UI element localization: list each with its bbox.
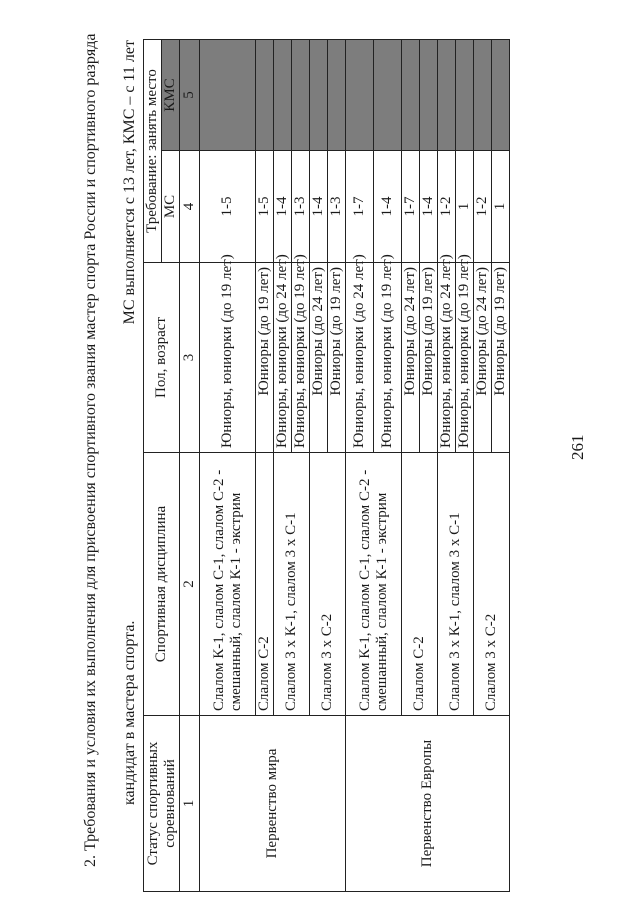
gender-age-cell: Юниоры, юниорки (до 24 лет): [274, 263, 292, 453]
header-ms: МС: [162, 151, 180, 263]
status-cell: Первенство мира: [200, 716, 346, 892]
ms-cell: 1: [492, 151, 510, 263]
ms-cell: 1: [456, 151, 474, 263]
column-number: 1: [180, 716, 200, 892]
table-row: [200, 40, 256, 892]
ms-cell: 1-3: [292, 151, 310, 263]
gender-age-cell: Юниоры (до 19 лет): [256, 263, 274, 453]
kms-cell: [274, 40, 292, 151]
kms-cell: [438, 40, 456, 151]
gender-age-cell: Юниоры (до 24 лет): [474, 263, 492, 453]
table-row: [346, 40, 374, 892]
gender-age-cell: Юниоры, юниорки (до 19 лет): [374, 263, 402, 453]
column-number: 4: [180, 151, 200, 263]
discipline-cell: Слалом 3 х К-1, слалом 3 х С-1: [438, 453, 474, 716]
gender-age-cell: Юниоры, юниорки (до 19 лет): [292, 263, 310, 453]
ms-cell: 1-4: [274, 151, 292, 263]
discipline-cell: Слалом К-1, слалом С-1, слалом С-2 - смешанный, слалом К-1 - экстрим: [346, 453, 402, 716]
ms-cell: 1-7: [346, 151, 374, 263]
kms-cell: [420, 40, 438, 151]
kms-cell: [492, 40, 510, 151]
gender-age-cell: Юниоры, юниорки (до 24 лет): [346, 263, 374, 453]
discipline-cell: Слалом 3 х К-1, слалом 3 х С-1: [274, 453, 310, 716]
kms-cell: [200, 40, 256, 151]
page-number: 261: [568, 434, 587, 460]
ms-cell: 1-4: [310, 151, 328, 263]
discipline-cell: Слалом К-1, слалом С-1, слалом С-2 - смешанный, слалом К-1 - экстрим: [200, 453, 256, 716]
discipline-cell: Слалом С-2: [402, 453, 438, 716]
section-subheading: кандидат в мастера спорта.: [121, 620, 138, 805]
kms-cell: [328, 40, 346, 151]
kms-cell: [256, 40, 274, 151]
ms-cell: 1-5: [200, 151, 256, 263]
status-cell: Первенство Европы: [346, 716, 510, 892]
kms-cell: [346, 40, 374, 151]
discipline-cell: Слалом С-2: [256, 453, 274, 716]
section-heading: 2. Требования и условия их выполнения для присвоения спортивного звания мастер спорта России и спортивного разряда: [82, 33, 99, 867]
kms-cell: [474, 40, 492, 151]
ms-cell: 1-4: [420, 151, 438, 263]
kms-cell: [310, 40, 328, 151]
kms-cell: [292, 40, 310, 151]
requirements-table: [143, 39, 510, 892]
header-discipline: Спортивная дисциплина: [144, 453, 180, 716]
ms-cell: 1-7: [402, 151, 420, 263]
ms-cell: 1-5: [256, 151, 274, 263]
kms-cell: [456, 40, 474, 151]
discipline-cell: Слалом 3 х С-2: [310, 453, 346, 716]
gender-age-cell: Юниоры (до 19 лет): [420, 263, 438, 453]
gender-age-cell: Юниоры, юниорки (до 19 лет): [200, 263, 256, 453]
column-number: 5: [180, 40, 200, 151]
ms-cell: 1-2: [474, 151, 492, 263]
header-status: Статус спортивных соревнований: [144, 716, 180, 892]
gender-age-cell: Юниоры (до 19 лет): [328, 263, 346, 453]
gender-age-cell: Юниоры (до 19 лет): [492, 263, 510, 453]
ms-cell: 1-4: [374, 151, 402, 263]
header-gender-age: Пол, возраст: [144, 263, 180, 453]
ms-cell: 1-2: [438, 151, 456, 263]
kms-cell: [402, 40, 420, 151]
gender-age-cell: Юниоры (до 24 лет): [310, 263, 328, 453]
column-number: 2: [180, 453, 200, 716]
gender-age-cell: Юниоры, юниорки (до 19 лет): [456, 263, 474, 453]
header-kms: КМС: [162, 40, 180, 151]
ms-cell: 1-3: [328, 151, 346, 263]
kms-cell: [374, 40, 402, 151]
header-row-1: [144, 40, 162, 892]
gender-age-cell: Юниоры, юниорки (до 24 лет): [438, 263, 456, 453]
column-number: 3: [180, 263, 200, 453]
gender-age-cell: Юниоры (до 24 лет): [402, 263, 420, 453]
age-note: МС выполняется с 13 лет, КМС – с 11 лет: [121, 40, 138, 325]
header-requirement: Требование: занять место: [144, 40, 162, 263]
discipline-cell: Слалом 3 х С-2: [474, 453, 510, 716]
column-number-row: [180, 40, 200, 892]
